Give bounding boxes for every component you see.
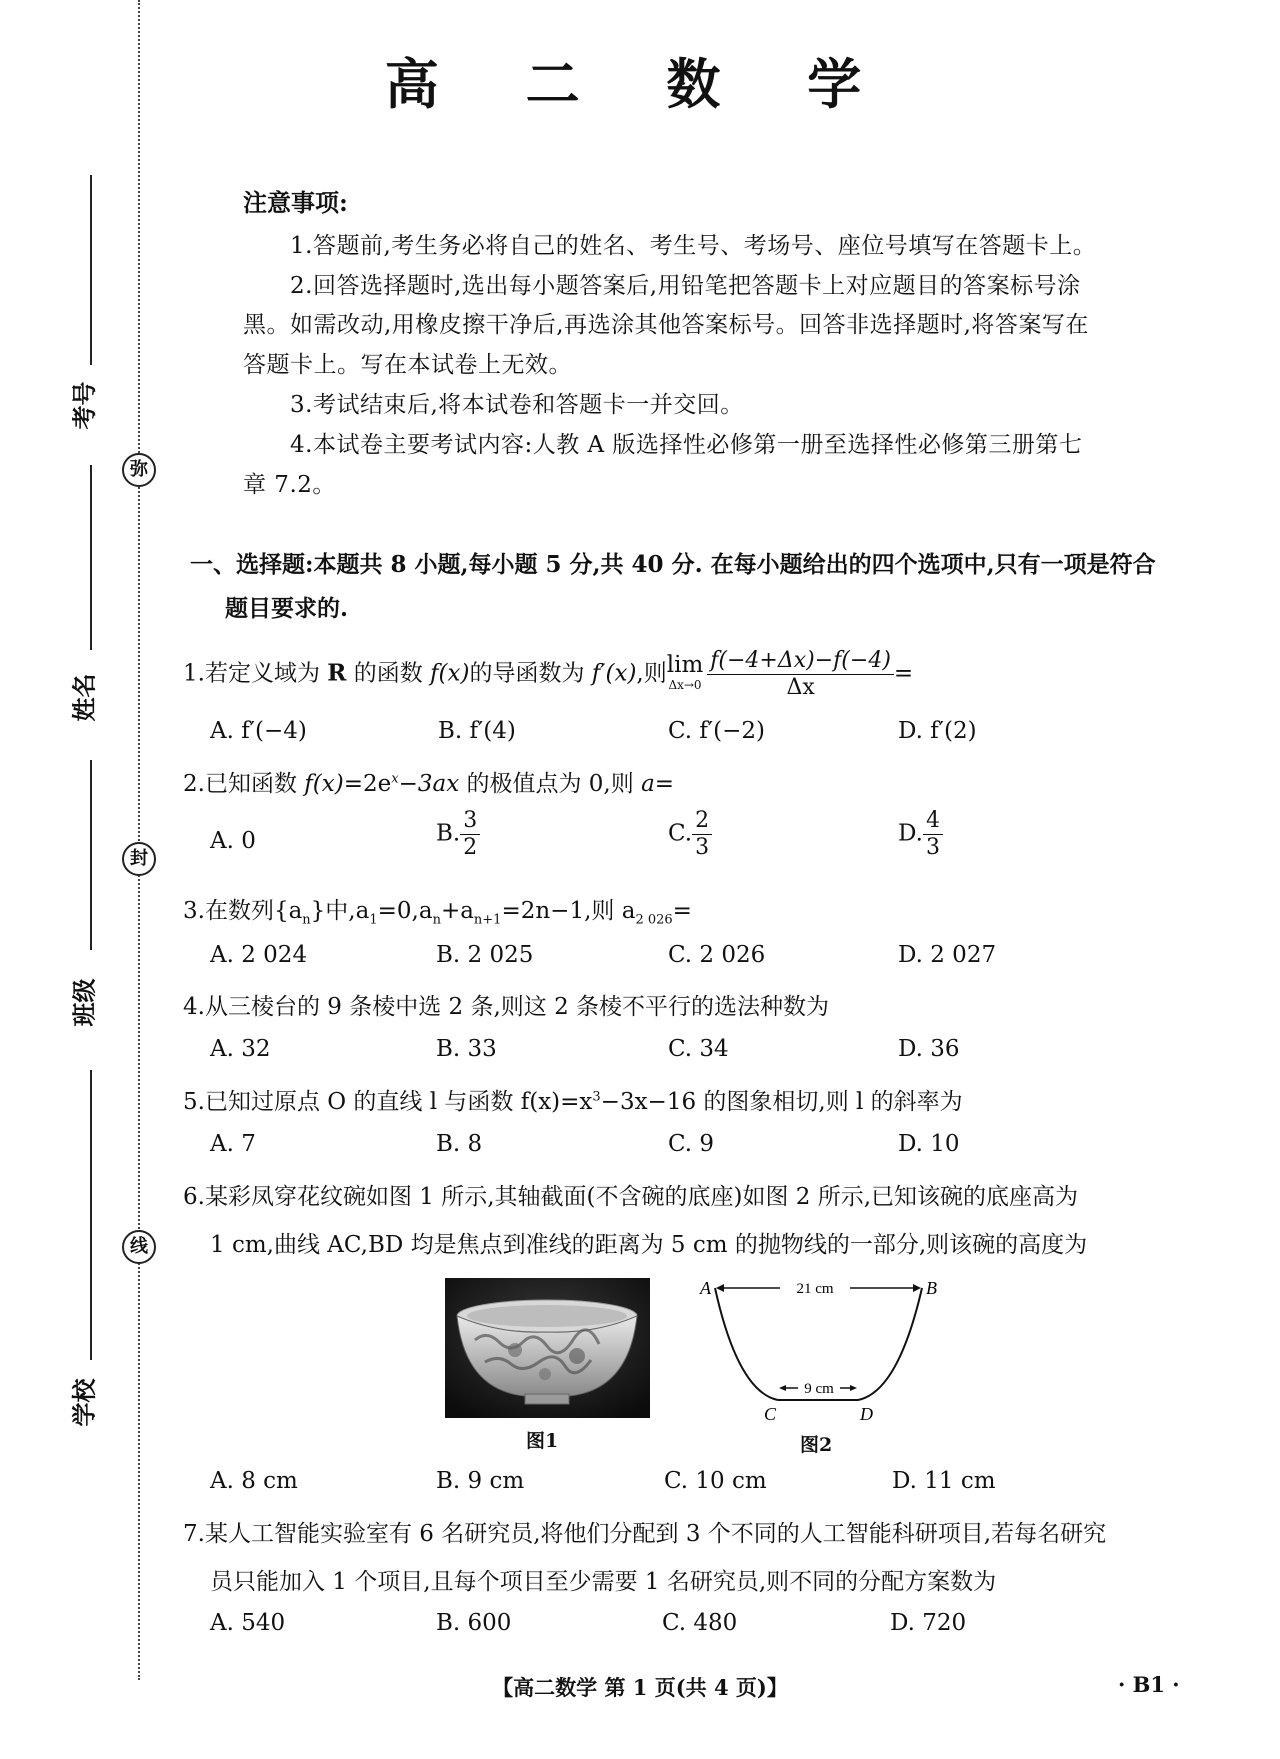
notice-item-1: 1.答题前,考生务必将自己的姓名、考生号、考场号、座位号填写在答题卡上。 — [290, 233, 1097, 259]
q2-option-d-num: 4 — [923, 808, 943, 835]
arrow-right-bottom — [850, 1385, 857, 1391]
q2-option-d-label: D. — [898, 820, 923, 847]
page-title: 高 二 数 学 — [384, 52, 896, 116]
notice-item-2-cont: 黑。如需改动,用橡皮擦干净后,再选涂其他答案标号。回答非选择题时,将答案写在 — [243, 312, 1089, 338]
q1-option-d: D. f′(2) — [898, 718, 977, 744]
q1-lim: lim — [666, 651, 704, 678]
q2-option-d-den: 3 — [925, 835, 940, 860]
q1-text-c: 的导函数为 — [469, 660, 585, 687]
q2-text-a: 2.已知函数 — [183, 771, 297, 797]
q7-option-c: C. 480 — [662, 1610, 738, 1636]
question-3 — [183, 892, 692, 928]
q2-a: a — [641, 771, 655, 797]
figure-2-section-diagram — [690, 1270, 950, 1420]
blank-line-name — [90, 465, 92, 650]
section-heading-cont: 题目要求的. — [225, 595, 349, 622]
q3-text-3: =0,a — [377, 898, 433, 924]
q2-option-a: A. 0 — [210, 828, 256, 854]
q6-option-b: B. 9 cm — [436, 1468, 525, 1494]
notice-heading: 注意事项: — [243, 188, 348, 217]
q3-sub-n: n — [302, 912, 311, 928]
q5-text-1: 5.已知过原点 O 的直线 l 与函数 f(x)=x — [183, 1089, 593, 1115]
q2-expr2: −3ax — [398, 771, 460, 797]
q3-sub-2026: 2 026 — [635, 912, 673, 928]
question-6-line-2: 1 cm,曲线 AC,BD 均是焦点到准线的距离为 5 cm 的抛物线的一部分,则该碗的高度为 — [210, 1232, 1088, 1258]
label-school: 学校 — [69, 1378, 99, 1427]
q1-lim-sub: Δx→0 — [668, 677, 702, 692]
notice-item-4: 4.本试卷主要考试内容:人教 A 版选择性必修第一册至选择性必修第三册第七 — [290, 432, 1083, 458]
question-6-line-1: 6.某彩凤穿花纹碗如图 1 所示,其轴截面(不含碗的底座)如图 2 所示,已知该碗的底座高为 — [183, 1184, 1079, 1210]
q1-fx: f(x) — [430, 660, 470, 687]
q1-denominator: Δx — [786, 675, 815, 700]
arrow-right-top — [913, 1284, 921, 1292]
q5-option-b: B. 8 — [436, 1131, 483, 1157]
q4-option-c: C. 34 — [668, 1036, 729, 1062]
label-name: 姓名 — [69, 673, 99, 722]
label-9cm: 9 cm — [804, 1381, 834, 1397]
q5-sup: 3 — [592, 1089, 601, 1105]
blank-line-school — [90, 1070, 92, 1360]
q3-text-4: +a — [440, 898, 474, 924]
q1-option-c: C. f′(−2) — [668, 718, 765, 744]
q3-text-5: =2n−1,则 a — [501, 898, 636, 924]
q1-fpx: f′(x) — [591, 660, 637, 687]
page-footer: 【高二数学 第 1 页(共 4 页)】 — [492, 1675, 788, 1700]
q3-text-6: = — [672, 898, 692, 924]
q1-text-b: 的函数 — [353, 660, 423, 687]
q2-expr: =2e — [343, 771, 392, 797]
q2-option-b-label: B. — [436, 820, 461, 847]
q1-eq: = — [893, 660, 914, 687]
arrow-left-top — [716, 1284, 724, 1292]
label-b: B — [926, 1278, 937, 1298]
label-d: D — [860, 1404, 873, 1420]
seal-feng: 封 — [122, 842, 156, 876]
q3-sub-n2: n — [432, 912, 441, 928]
question-7-line-1: 7.某人工智能实验室有 6 名研究员,将他们分配到 3 个不同的人工智能科研项目,若每名研究 — [183, 1521, 1107, 1547]
q5-option-a: A. 7 — [210, 1131, 256, 1157]
seal-xian: 线 — [122, 1230, 156, 1264]
q2-option-b — [436, 808, 480, 861]
q4-option-d: D. 36 — [898, 1036, 960, 1062]
q2-sup: x — [391, 771, 399, 787]
question-7-line-2: 员只能加入 1 个项目,且每个项目至少需要 1 名研究员,则不同的分配方案数为 — [210, 1569, 997, 1595]
q1-option-b: B. f′(4) — [438, 718, 516, 744]
question-1 — [183, 648, 913, 701]
q6-option-a: A. 8 cm — [210, 1468, 298, 1494]
label-c: C — [764, 1404, 777, 1420]
q5-text-2: −3x−16 的图象相切,则 l 的斜率为 — [600, 1089, 963, 1115]
notice-item-2: 2.回答选择题时,选出每小题答案后,用铅笔把答题卡上对应题目的答案标号涂 — [290, 273, 1081, 299]
label-exam-number: 考号 — [69, 381, 99, 430]
q2-option-c-label: C. — [668, 820, 693, 847]
q2-text-b: 的极值点为 0,则 — [466, 771, 634, 797]
notice-item-4-cont: 章 7.2。 — [243, 472, 336, 498]
q2-option-d — [898, 808, 943, 861]
q3-sub-1: 1 — [369, 912, 378, 928]
q6-option-c: C. 10 cm — [664, 1468, 767, 1494]
q3-sub-n1: n+1 — [473, 912, 502, 928]
blank-line-class — [90, 760, 92, 950]
q7-option-a: A. 540 — [210, 1610, 286, 1636]
label-21cm: 21 cm — [796, 1281, 834, 1297]
q2-eq: = — [654, 771, 675, 797]
question-4: 4.从三棱台的 9 条棱中选 2 条,则这 2 条棱不平行的选法种数为 — [183, 994, 830, 1020]
question-5 — [183, 1083, 963, 1116]
label-class: 班级 — [69, 978, 99, 1027]
curve-ac — [715, 1288, 778, 1400]
curve-bd — [858, 1288, 922, 1400]
q1-text-d: ,则 — [636, 660, 667, 687]
figure-2-caption: 图2 — [800, 1434, 833, 1456]
q2-option-c — [668, 808, 712, 861]
arrow-left-bottom — [779, 1385, 786, 1391]
q5-option-c: C. 9 — [668, 1131, 715, 1157]
q4-option-b: B. 33 — [436, 1036, 497, 1062]
notice-item-2-cont2: 答题卡上。写在本试卷上无效。 — [243, 352, 572, 378]
paper-code: · B1 · — [1118, 1672, 1180, 1697]
label-a: A — [700, 1278, 711, 1298]
q1-text-a: 1.若定义域为 — [183, 660, 320, 687]
blank-line-exam-number — [90, 175, 92, 365]
q3-option-d: D. 2 027 — [898, 942, 997, 968]
q1-numerator: f(−4+Δx)−f(−4) — [707, 648, 894, 675]
q3-option-c: C. 2 026 — [668, 942, 766, 968]
figure-1-bowl-photo — [445, 1278, 650, 1418]
q2-option-c-den: 3 — [695, 835, 710, 860]
q7-option-b: B. 600 — [436, 1610, 512, 1636]
q2-option-c-num: 2 — [692, 808, 712, 835]
figure-1-caption: 图1 — [526, 1430, 559, 1452]
question-2 — [183, 765, 674, 798]
q3-text-2: }中,a — [310, 898, 370, 924]
seal-dotted-line — [138, 0, 140, 1680]
q2-option-b-den: 2 — [463, 835, 478, 860]
q2-fx: f(x) — [304, 771, 344, 797]
seal-mi: 弥 — [122, 453, 156, 487]
notice-item-3: 3.考试结束后,将本试卷和答题卡一并交回。 — [290, 392, 744, 418]
section-heading: 一、选择题:本题共 8 小题,每小题 5 分,共 40 分. 在每小题给出的四个选项中,只有一项是符合 — [190, 551, 1156, 578]
q1-R: R — [327, 659, 347, 687]
q4-option-a: A. 32 — [210, 1036, 271, 1062]
q2-option-b-num: 3 — [460, 808, 480, 835]
q1-option-a: A. f′(−4) — [210, 718, 307, 744]
q3-option-a: A. 2 024 — [210, 942, 308, 968]
q5-option-d: D. 10 — [898, 1131, 960, 1157]
q6-option-d: D. 11 cm — [892, 1468, 996, 1494]
q7-option-d: D. 720 — [890, 1610, 967, 1636]
q3-option-b: B. 2 025 — [436, 942, 534, 968]
q3-text-1: 3.在数列{a — [183, 898, 303, 924]
